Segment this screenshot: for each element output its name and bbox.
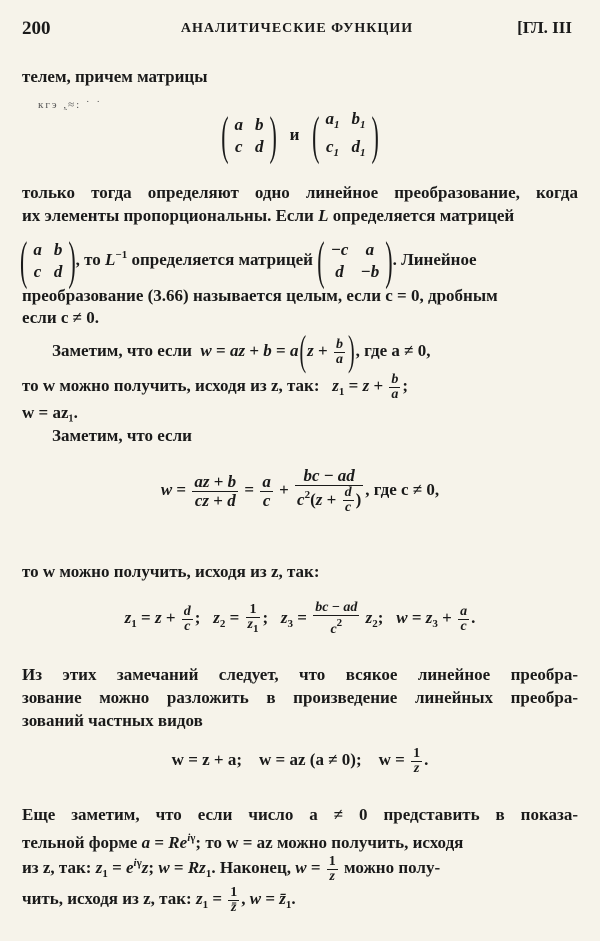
equation-fraction: w = $\frac{az + b}{cz + d}$ = $\frac{a}{c}$ + bc − ad $c^2(z$ + $\frac{d}{c}$ ) , где c ≠ 0,: [160, 465, 440, 516]
matrix-a1b1c1d1: $a_1$ $b_1$ $c_1$ $d_1$: [325, 109, 366, 159]
paragraph-7-line1: Еще заметим, что если число a ≠ 0 представить в показа-: [22, 805, 578, 824]
equation-substitutions: $z_1 = z$ + $\frac{d}{c}$ ; $z_2$ = $\frac{1}{z_1}$ ; $z_3$ = $\frac{bc - ad}{c^2}$ $z_2$; $w = z_3$ + $\frac{a}{c}$ .: [124, 600, 476, 638]
paragraph-2-line2: их элементы пропорциональны. Если L определяется матрицей: [22, 206, 515, 225]
paragraph-6-line2: зование можно разложить в произведение линейных преобра-: [22, 688, 578, 707]
paragraph-2-line4: преобразование (3.66) называется целым, если c = 0, дробным: [22, 286, 498, 305]
paragraph-2-line1: только тогда определяют одно линейное преобразование, когда: [22, 183, 578, 202]
paragraph-7-line2: тельной форме $a = Re^{i\gamma}$; то w = az можно получить, исходя: [22, 832, 464, 852]
paragraph-2-line3: ( a b c d ), то $L^{-1}$ определяется матрицей ( −c a d −b ). Линейное: [20, 229, 477, 290]
paragraph-7-line3: из z, так: $z_1 = e^{i\gamma}z$; $w = Rz_1$. Наконец, w = $\frac{1}{z}$ можно полу-: [22, 853, 441, 884]
paragraph-6-line3: зований частных видов: [22, 711, 203, 730]
paragraph-2-line5: если c ≠ 0.: [22, 308, 100, 327]
running-title: АНАЛИТИЧЕСКИЕ ФУНКЦИИ: [180, 21, 414, 36]
paragraph-4-lead: Заметим, что если: [52, 426, 192, 445]
equation-matrices: ( a b c d ) и ( $a_1$ $b_1$ $c_1$ $d_1$ ): [221, 104, 379, 165]
page-number: 200: [22, 18, 51, 39]
paragraph-5: то w можно получить, исходя из z, так:: [22, 562, 320, 581]
paragraph-3-line2: то w можно получить, исходя из z, так: $z_1 = z$ + $\frac{b}{a}$ ;: [22, 371, 409, 402]
paragraph-1: телем, причем матрицы: [22, 67, 208, 86]
paragraph-3-line1: Заметим, что если w = az + b = a(z + $\frac{b}{a}$ ), где a ≠ 0,: [52, 328, 431, 376]
matrix-abcd: a b c d: [234, 115, 264, 156]
equation-elementary: w = z + a; w = az (a ≠ 0); w = $\frac{1}{z}$ .: [171, 745, 429, 776]
paragraph-3-line3: w = az₁.: [22, 403, 78, 422]
and-word: и: [289, 124, 300, 144]
chapter-label: [ГЛ. III: [517, 18, 572, 37]
scan-noise: кгэ ,̣≈: ˙ ˙: [38, 99, 102, 111]
paragraph-6-line1: Из этих замечаний следует, что всякое линейное преобра-: [22, 665, 578, 684]
paragraph-7-line4: чить, исходя из z, так: $z_1$ = $\frac{1}{z̄}$ , $w = z̄_1$.: [22, 884, 296, 915]
running-header: [22, 18, 572, 44]
